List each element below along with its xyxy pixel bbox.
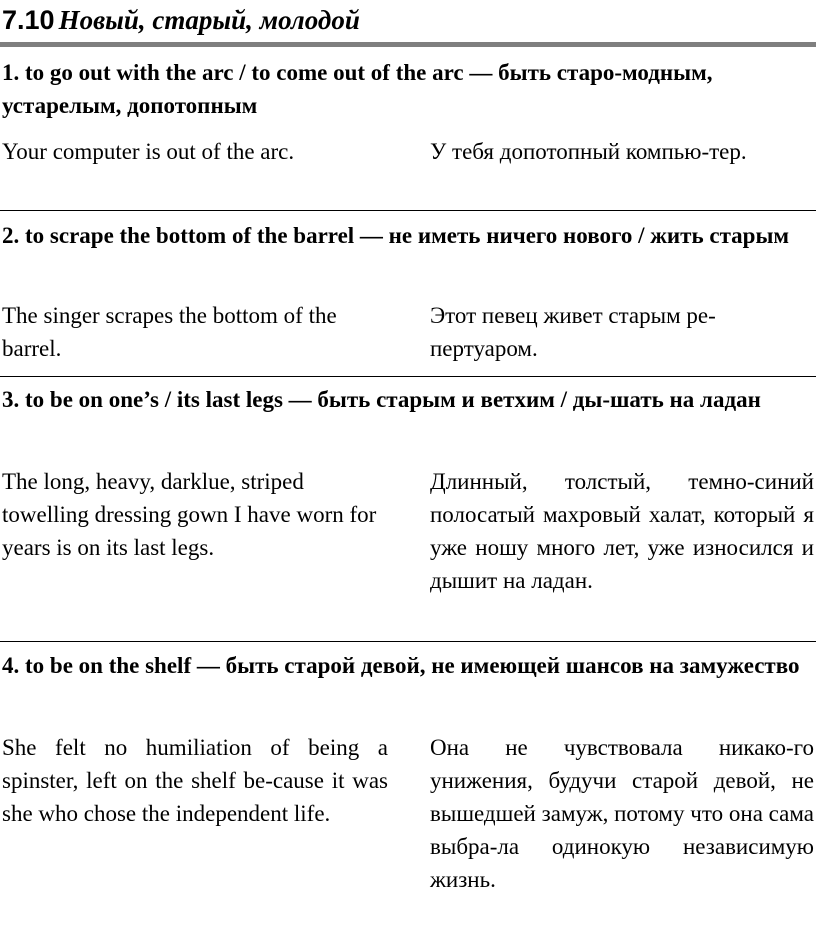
entry-divider <box>0 210 816 211</box>
entry-divider <box>0 376 816 377</box>
entry-3-heading: 3. to be on one’s / its last legs — быть старым и ветхим / ды-шать на ладан <box>2 387 761 412</box>
section-name: Новый, старый, молодой <box>58 5 360 35</box>
entry-1-russian-translation: У тебя допотопный компью-тер. <box>430 139 747 164</box>
section-number: 7.10 <box>2 5 55 35</box>
entry-1-heading: 1. to go out with the arc / to come out of the arc — быть старо-модным, устарелым, допотопным <box>2 60 713 118</box>
entry-4-russian-translation: Она не чувствовала никако-го унижения, будучи старой девой, не вышедшей замуж, потому что она сама выбра-ла одинокую независимую жизнь. <box>430 735 814 892</box>
entry-3-russian-translation: Длинный, толстый, темно-синий полосатый махровый халат, который я уже ношу много лет, уже износился и дышит на ладан. <box>430 469 814 593</box>
entry-2-russian-translation: Этот певец живет старым ре-пертуаром. <box>430 303 716 361</box>
entry-3-english-example: The long, heavy, darklue, striped towelling dressing gown I have worn for years is on its last legs. <box>2 469 377 560</box>
entry-4-heading: 4. to be on the shelf — быть старой девой, не имеющей шансов на замужество <box>2 653 800 678</box>
entry-1-english-example: Your computer is out of the arc. <box>2 139 295 164</box>
entry-divider <box>0 641 816 642</box>
entry-2-heading: 2. to scrape the bottom of the barrel — не иметь ничего нового / жить старым <box>2 223 790 248</box>
title-divider <box>0 42 816 47</box>
entry-4-english-example: She felt no humiliation of being a spinster, left on the shelf be-cause it was she who chose the independent life. <box>2 735 388 826</box>
page-title <box>2 2 360 38</box>
entry-2-english-example: The singer scrapes the bottom of the barrel. <box>2 303 337 361</box>
